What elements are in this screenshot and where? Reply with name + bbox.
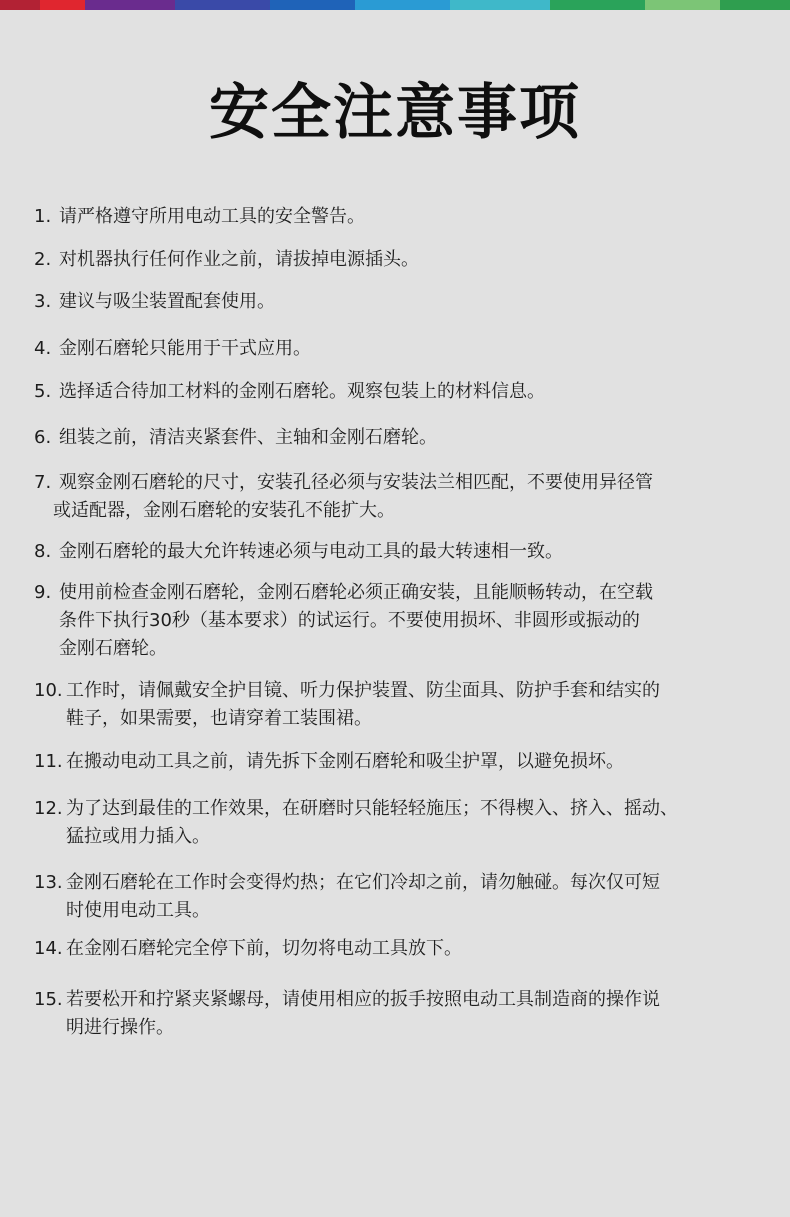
item-number: 4. [34, 338, 52, 359]
item-text-line: 建议与吸尘装置配套使用。 [59, 291, 275, 312]
item-number: 11. [34, 751, 63, 772]
stripe-segment [0, 0, 40, 10]
list-item [0, 869, 790, 925]
item-text-line: 若要松开和拧紧夹紧螺母，请使用相应的扳手按照电动工具制造商的操作说 [66, 989, 660, 1010]
item-text-line: 在金刚石磨轮完全停下前，切勿将电动工具放下。 [66, 938, 462, 959]
list-item [0, 986, 790, 1042]
item-number: 7. [34, 472, 52, 493]
list-item [0, 677, 790, 733]
item-text-line: 观察金刚石磨轮的尺寸，安装孔径必须与安装法兰相匹配，不要使用异径管 [59, 472, 653, 493]
item-text-line: 时使用电动工具。 [66, 900, 210, 921]
item-text-line: 明进行操作。 [66, 1017, 174, 1038]
list-item [0, 203, 790, 231]
item-number: 3. [34, 291, 52, 312]
list-item [0, 935, 790, 963]
list-item [0, 748, 790, 776]
list-item [0, 579, 790, 663]
item-number: 12. [34, 798, 63, 819]
list-item [0, 424, 790, 452]
item-number: 15. [34, 989, 63, 1010]
item-text-line: 鞋子，如果需要，也请穿着工装围裙。 [66, 708, 372, 729]
stripe-segment [175, 0, 270, 10]
item-number: 10. [34, 680, 63, 701]
item-number: 5. [34, 381, 52, 402]
stripe-segment [355, 0, 450, 10]
item-text-line: 在搬动电动工具之前，请先拆下金刚石磨轮和吸尘护罩，以避免损坏。 [66, 751, 624, 772]
list-item [0, 538, 790, 566]
item-text-line: 请严格遵守所用电动工具的安全警告。 [59, 206, 365, 227]
item-text-line: 工作时，请佩戴安全护目镜、听力保护装置、防尘面具、防护手套和结实的 [66, 680, 660, 701]
list-item [0, 288, 790, 316]
item-text-line: 金刚石磨轮的最大允许转速必须与电动工具的最大转速相一致。 [59, 541, 563, 562]
item-number: 14. [34, 938, 63, 959]
stripe-segment [550, 0, 645, 10]
stripe-segment [645, 0, 720, 10]
item-number: 2. [34, 249, 52, 270]
stripe-segment [270, 0, 355, 10]
list-item [0, 378, 790, 406]
list-item [0, 795, 790, 851]
list-item [0, 469, 790, 525]
item-text-line: 金刚石磨轮。 [59, 638, 167, 659]
item-number: 8. [34, 541, 52, 562]
stripe-segment [450, 0, 550, 10]
stripe-segment [720, 0, 790, 10]
item-number: 6. [34, 427, 52, 448]
item-text-line: 使用前检查金刚石磨轮，金刚石磨轮必须正确安装，且能顺畅转动，在空载 [59, 582, 653, 603]
item-number: 9. [34, 582, 52, 603]
item-number: 1. [34, 206, 52, 227]
top-color-stripe [0, 0, 790, 10]
item-text-line: 条件下执行30秒（基本要求）的试运行。不要使用损坏、非圆形或振动的 [59, 610, 640, 631]
item-text-line: 为了达到最佳的工作效果，在研磨时只能轻轻施压；不得楔入、挤入、摇动、 [66, 798, 678, 819]
item-number: 13. [34, 872, 63, 893]
item-text-line: 猛拉或用力插入。 [66, 826, 210, 847]
item-text-line: 金刚石磨轮只能用于干式应用。 [59, 338, 311, 359]
page-title: 安全注意事项 [209, 78, 581, 148]
item-text-line: 组装之前，清洁夹紧套件、主轴和金刚石磨轮。 [59, 427, 437, 448]
item-text-line: 金刚石磨轮在工作时会变得灼热；在它们冷却之前，请勿触碰。每次仅可短 [66, 872, 660, 893]
item-text-line: 对机器执行任何作业之前，请拔掉电源插头。 [59, 249, 419, 270]
stripe-segment [85, 0, 175, 10]
list-item [0, 246, 790, 274]
list-item [0, 335, 790, 363]
stripe-segment [40, 0, 85, 10]
item-text-line: 或适配器，金刚石磨轮的安装孔不能扩大。 [53, 500, 395, 521]
item-text-line: 选择适合待加工材料的金刚石磨轮。观察包装上的材料信息。 [59, 381, 545, 402]
